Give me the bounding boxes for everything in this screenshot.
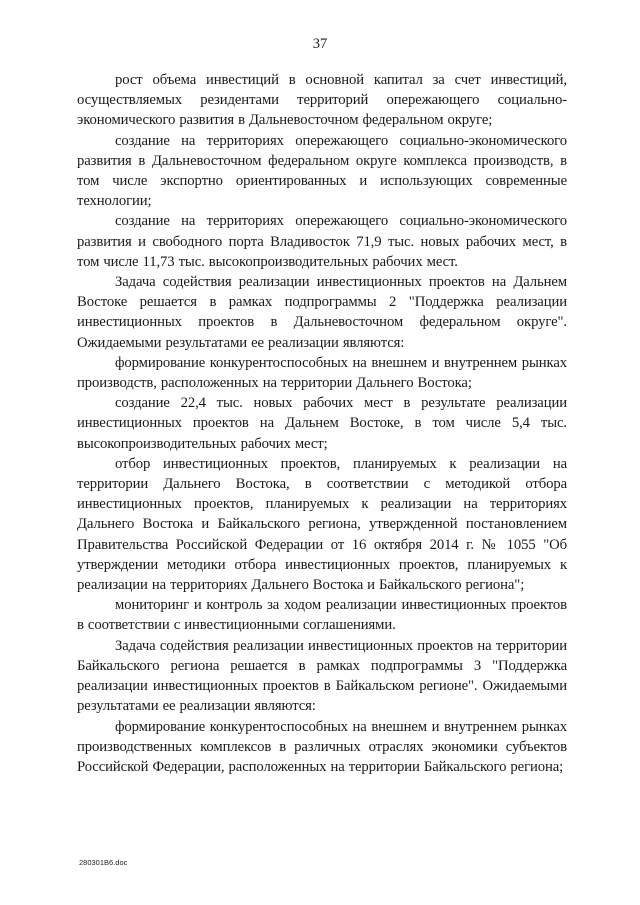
paragraph: формирование конкурентоспособных на внешнем и внутреннем рынках производств, расположенных на территории Дальнего Востока; xyxy=(77,354,567,392)
paragraph: Задача содействия реализации инвестиционных проектов на территории Байкальского региона решается в рамках подпрограммы 3 "Поддержка реализации инвестиционных проектов в Байкальском регионе". Ожидаемыми результатами ее реализации являются: xyxy=(77,637,567,715)
paragraph: создание на территориях опережающего социально-экономического развития в Дальневосточном федеральном округе комплекса производств, в том числе экспортно ориентированных и использующих современные технологии; xyxy=(77,132,567,210)
file-name-footer: 280301B6.doc xyxy=(79,858,128,867)
page-number: 37 xyxy=(312,36,328,52)
document-body xyxy=(77,70,567,777)
paragraph: создание на территориях опережающего социально-экономического развития и свободного порта Владивосток 71,9 тыс. новых рабочих мест, в том числе 11,73 тыс. высокопроизводительных рабочих мест. xyxy=(77,213,567,270)
paragraph: формирование конкурентоспособных на внешнем и внутреннем рынках производственных комплексов в различных отраслях экономики субъектов Российской Федерации, расположенных на территории Байкальского региона; xyxy=(77,718,567,775)
paragraph: отбор инвестиционных проектов, планируемых к реализации на территории Дальнего Востока, в соответствии с методикой отбора инвестиционных проектов, планируемых к реализации на территориях Дальнего Востока и Байкальского региона, утвержденной постановлением Правительства Российской Федерации от 16 октября 2014 г. № 1055 "Об утверждении методики отбора инвестиционных проектов, планируемых к реализации на территориях Дальнего Востока и Байкальского региона"; xyxy=(77,455,567,594)
paragraph: мониторинг и контроль за ходом реализации инвестиционных проектов в соответствии с инвестиционными соглашениями. xyxy=(77,597,567,634)
paragraph: создание 22,4 тыс. новых рабочих мест в результате реализации инвестиционных проектов на Дальнем Востоке, в том числе 5,4 тыс. высокопроизводительных рабочих мест; xyxy=(77,395,567,452)
paragraph: Задача содействия реализации инвестиционных проектов на Дальнем Востоке решается в рамках подпрограммы 2 "Поддержка реализации инвестиционных проектов в Дальневосточном федеральном округе". Ожидаемыми результатами ее реализации являются: xyxy=(77,274,567,351)
paragraph: рост объема инвестиций в основной капитал за счет инвестиций, осуществляемых резидентами территорий опережающего социально-экономического развития в Дальневосточном федеральном округе; xyxy=(77,72,567,129)
